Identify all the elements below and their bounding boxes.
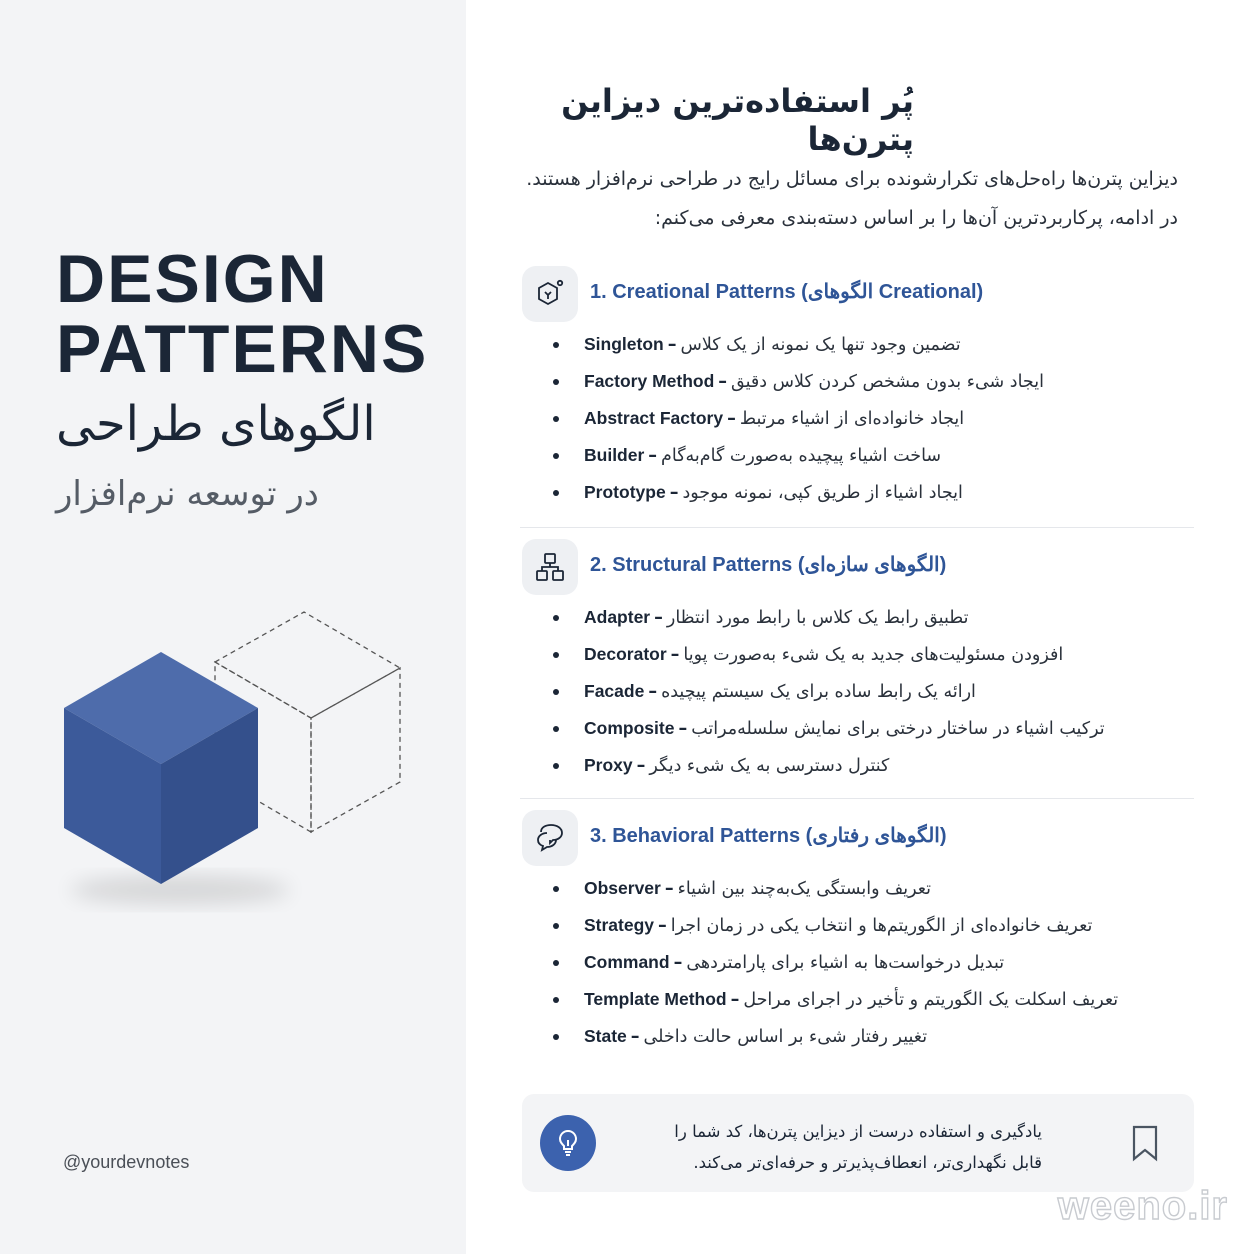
pattern-name: Singleton (584, 334, 664, 354)
pattern-name: Observer (584, 878, 661, 898)
pattern-desc: افزودن مسئولیت‌های جدید به یک شیء به‌صورت پویا (683, 645, 1064, 665)
section-title: 1. Creational Patterns (الگوهای Creational) (590, 281, 984, 303)
intro-line1: دیزاین پترن‌ها راه‌حل‌های تکرارشونده برای مسائل رایج در طراحی نرم‌افزار هستند. (526, 168, 1178, 190)
author-handle[interactable]: @yourdevnotes (63, 1152, 190, 1172)
pattern-desc: تطبیق رابط یک کلاس با رابط مورد انتظار (666, 608, 969, 628)
pattern-name: Builder (584, 445, 645, 465)
hero-subtitle-fa: در توسعه نرم‌افزار (56, 474, 319, 514)
pattern-name: Strategy (584, 915, 655, 935)
pattern-desc: تعریف اسکلت یک الگوریتم و تأخیر در اجرای مراحل (743, 990, 1119, 1010)
left-panel (0, 0, 466, 1254)
section-structural (522, 539, 1192, 784)
pattern-desc: تعریف وابستگی یک‌به‌چند بین اشیاء (677, 879, 932, 899)
hero-title-line2: PATTERNS (56, 311, 429, 387)
watermark: weeno.ir (1057, 1184, 1228, 1228)
list-item: Factory Method – ایجاد شیء بدون مشخص کردن کلاس دقیق (522, 363, 1192, 400)
list-item: Decorator – افزودن مسئولیت‌های جدید به یک شیء به‌صورت پویا (522, 636, 1192, 673)
list-item: Prototype – ایجاد اشیاء از طریق کپی، نمونه موجود (522, 474, 1192, 511)
pattern-list (522, 870, 1192, 1055)
solid-cube (64, 652, 258, 884)
list-item: Strategy – تعریف خانواده‌ای از الگوریتم‌ها و انتخاب یکی در زمان اجرا (522, 907, 1192, 944)
list-item: Singleton – تضمین وجود تنها یک نمونه از یک کلاس (522, 326, 1192, 363)
hero-title-line1: DESIGN (56, 241, 329, 317)
list-item: Abstract Factory – ایجاد خانواده‌ای از اشیاء مرتبط (522, 400, 1192, 437)
pattern-desc: ایجاد خانواده‌ای از اشیاء مرتبط (739, 409, 965, 429)
pattern-desc: تضمین وجود تنها یک نمونه از یک کلاس (680, 335, 961, 355)
pattern-name: State (584, 1026, 627, 1046)
list-item: Observer – تعریف وابستگی یک‌به‌چند بین اشیاء (522, 870, 1192, 907)
section-creational (522, 266, 1192, 511)
pattern-desc: ایجاد اشیاء از طریق کپی، نمونه موجود (682, 483, 963, 503)
hero-title-fa: الگوهای طراحی (56, 396, 376, 452)
list-item: Proxy – کنترل دسترسی به یک شیء دیگر (522, 747, 1192, 784)
list-item: Adapter – تطبیق رابط یک کلاس با رابط مورد انتظار (522, 599, 1192, 636)
section-title: 2. Structural Patterns (الگوهای سازه‌ای) (590, 554, 947, 576)
section-title: 3. Behavioral Patterns (الگوهای رفتاری) (590, 825, 947, 847)
bookmark-icon[interactable] (1130, 1124, 1160, 1166)
pattern-name: Decorator (584, 644, 667, 664)
section-behavioral (522, 810, 1192, 1055)
pattern-name: Proxy (584, 755, 633, 775)
pattern-list (522, 599, 1192, 784)
main-content (466, 0, 1254, 1254)
tip-box (522, 1094, 1194, 1192)
pattern-name: Composite (584, 718, 675, 738)
pattern-desc: کنترل دسترسی به یک شیء دیگر (649, 756, 890, 776)
list-item: Composite – ترکیب اشیاء در ساختار درختی برای نمایش سلسله‌مراتب (522, 710, 1192, 747)
tip-line2: قابل نگهداری‌تر، انعطاف‌پذیرتر و حرفه‌ای‌تر می‌کند. (693, 1153, 1042, 1172)
list-item: Template Method – تعریف اسکلت یک الگوریتم و تأخیر در اجرای مراحل (522, 981, 1192, 1018)
pattern-desc: تغییر رفتار شیء بر اساس حالت داخلی (643, 1027, 928, 1047)
structure-blocks-icon (522, 539, 578, 595)
pattern-desc: تبدیل درخواست‌ها به اشیاء برای پارامتردهی (686, 953, 1005, 973)
hero-title (56, 241, 429, 387)
chat-bubbles-icon (522, 810, 578, 866)
section-divider (520, 527, 1194, 528)
pattern-desc: ارائه یک رابط ساده برای یک سیستم پیچیده (661, 682, 976, 702)
pattern-desc: ایجاد شیء بدون مشخص کردن کلاس دقیق (731, 372, 1044, 392)
pattern-name: Template Method (584, 989, 727, 1009)
pattern-name: Facade (584, 681, 645, 701)
list-item: Facade – ارائه یک رابط ساده برای یک سیستم پیچیده (522, 673, 1192, 710)
section-divider (520, 798, 1194, 799)
section-header (522, 810, 1192, 866)
list-item: Builder – ساخت اشیاء پیچیده به‌صورت گام‌به‌گام (522, 437, 1192, 474)
tip-line1: یادگیری و استفاده درست از دیزاین پترن‌ها، کد شما را (674, 1122, 1042, 1141)
pattern-name: Adapter (584, 607, 651, 627)
pattern-name: Abstract Factory (584, 408, 724, 428)
pattern-desc: تعریف خانواده‌ای از الگوریتم‌ها و انتخاب یکی در زمان اجرا (670, 916, 1093, 936)
cube-illustration (50, 600, 420, 920)
list-item: State – تغییر رفتار شیء بر اساس حالت داخلی (522, 1018, 1192, 1055)
lightbulb-icon (540, 1115, 596, 1171)
pattern-desc: ساخت اشیاء پیچیده به‌صورت گام‌به‌گام (661, 446, 942, 466)
hexagon-icon (522, 266, 578, 322)
intro-text (518, 160, 1178, 238)
section-header (522, 539, 1192, 595)
pattern-list (522, 326, 1192, 511)
section-header (522, 266, 1192, 322)
intro-line2: در ادامه، پرکاربردترین آن‌ها را بر اساس دسته‌بندی معرفی می‌کنم: (654, 207, 1178, 229)
pattern-desc: ترکیب اشیاء در ساختار درختی برای نمایش سلسله‌مراتب (691, 719, 1105, 739)
pattern-name: Prototype (584, 482, 666, 502)
tip-text (622, 1116, 1042, 1178)
page-title: پُر استفاده‌ترین دیزاین پترن‌ها (561, 82, 914, 158)
list-item: Command – تبدیل درخواست‌ها به اشیاء برای پارامتردهی (522, 944, 1192, 981)
pattern-name: Command (584, 952, 670, 972)
pattern-name: Factory Method (584, 371, 715, 391)
